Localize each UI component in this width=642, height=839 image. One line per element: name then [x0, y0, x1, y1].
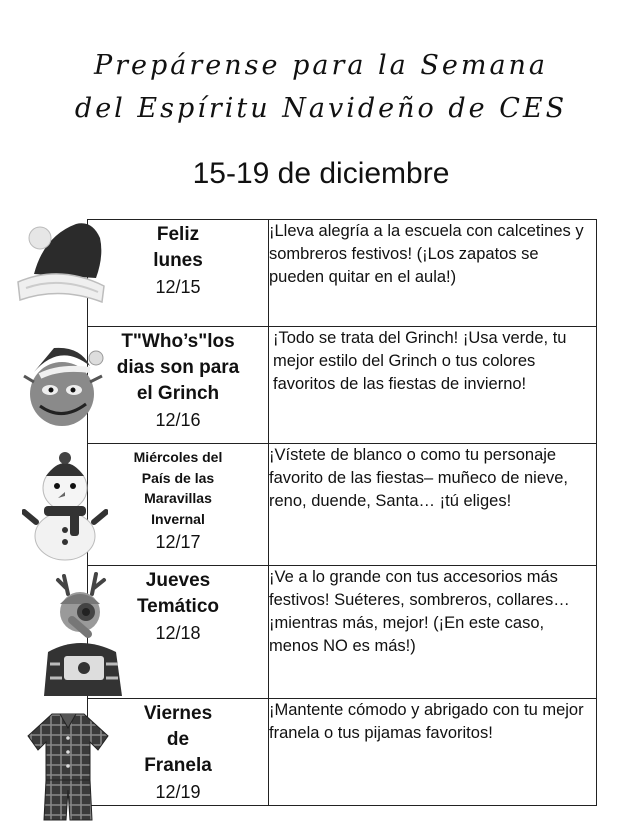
- day-name: Jueves Temático: [136, 570, 219, 617]
- title-line-1: Prepárense para la Semana: [93, 50, 549, 81]
- table-row: [88, 699, 597, 806]
- day-description: ¡Lleva alegría a la escuela con calcetines y sombreros festivos! (¡Los zapatos se pueden quitar en el aula!): [269, 222, 584, 286]
- reindeer-kid-icon: [36, 568, 128, 696]
- day-name: Viernes de Franela: [143, 703, 213, 776]
- day-cell: [88, 699, 269, 806]
- day-date: 12/16: [155, 410, 201, 430]
- day-cell: [88, 327, 269, 444]
- description-cell: [269, 220, 597, 327]
- day-date: 12/19: [155, 782, 201, 802]
- day-description: ¡Ve a lo grande con tus accesorios más festivos! Suéteres, sombreros, collares… ¡mientras más, mejor! (¡En este caso, menos NO es más!): [269, 568, 570, 655]
- day-name: Miércoles del País de las Maravillas Invernal: [133, 449, 223, 527]
- day-description: ¡Mantente cómodo y abrigado con tu mejor franela o tus pijamas favoritos!: [269, 701, 584, 742]
- description-cell: [269, 327, 597, 444]
- day-name: Feliz lunes: [153, 224, 203, 271]
- description-cell: [269, 444, 597, 566]
- description-cell: [269, 566, 597, 699]
- day-description: ¡Vístete de blanco o como tu personaje favorito de las fiestas– muñeco de nieve, reno, duende, Santa… ¡tú eliges!: [269, 446, 569, 510]
- description-cell: [269, 699, 597, 806]
- table-row: [88, 220, 597, 327]
- date-range: 15-19 de diciembre: [192, 157, 450, 190]
- flannel-pajamas-icon: [26, 710, 110, 822]
- day-date: 12/18: [155, 623, 201, 643]
- santa-hat-icon: [14, 216, 106, 310]
- table-row: [88, 444, 597, 566]
- table-row: [88, 327, 597, 444]
- day-cell: [88, 444, 269, 566]
- grinch-face-icon: [20, 336, 106, 432]
- day-date: 12/17: [155, 532, 201, 552]
- snowman-icon: [22, 452, 108, 562]
- schedule-table: [87, 219, 597, 806]
- day-date: 12/15: [155, 277, 201, 297]
- day-cell: [88, 220, 269, 327]
- table-row: [88, 566, 597, 699]
- title-line-2: del Espíritu Navideño de CES: [74, 93, 568, 124]
- day-description: ¡Todo se trata del Grinch! ¡Usa verde, tu mejor estilo del Grinch o tus colores favoritos de las fiestas de invierno!: [273, 329, 567, 393]
- day-name: T"Who’s"los dias son para el Grinch: [116, 331, 240, 404]
